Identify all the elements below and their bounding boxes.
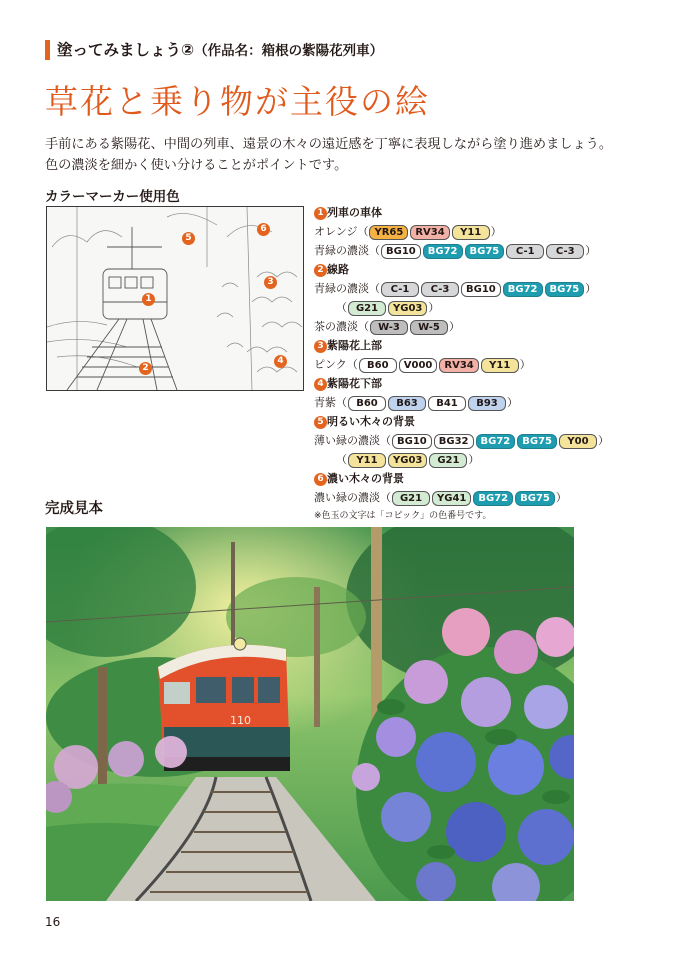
color-row: 薄い緑の濃淡（ BG10 BG32 BG72 BG75 Y00 ） [314,434,609,447]
line-art-sketch [46,206,304,391]
group-title-text: 列車の車体 [327,206,382,219]
color-chip: C-3 [546,244,584,259]
color-row-label: オレンジ [314,225,358,238]
color-chip: YG41 [432,491,471,506]
color-group-title [314,469,684,488]
color-chip: B41 [428,396,466,411]
color-row-label: 青緑の濃淡 [314,244,369,257]
finished-sample-label: 完成見本 [45,501,103,517]
color-chip: C-1 [506,244,544,259]
color-chip: C-1 [381,282,419,297]
color-chip: BG75 [545,282,585,297]
color-chip: BG10 [461,282,501,297]
group-title-text: 濃い木々の背景 [327,472,404,485]
sketch-marker-5: 5 [182,232,195,245]
color-row-label: 青紫 [314,396,336,409]
color-row: ピンク（ B60 V000 RV34 Y11 ） [314,358,531,371]
color-chip: BG72 [503,282,543,297]
color-chip: YG03 [388,301,427,316]
color-row: 茶の濃淡（ W-3 W-5 ） [314,320,460,333]
group-number: 5 [314,416,327,429]
color-row: 青紫（ B60 B63 B41 B93 ） [314,396,518,409]
group-title-text: 明るい木々の背景 [327,415,415,428]
color-chip: BG75 [465,244,505,259]
color-chip: BG72 [473,491,513,506]
color-chip: G21 [429,453,467,468]
color-chip: V000 [399,358,438,373]
group-title-text: 紫陽花上部 [327,339,382,352]
color-chip: B63 [388,396,426,411]
color-row: 青緑の濃淡（ C-1 C-3 BG10 BG72 BG75 ） [314,282,597,295]
color-chip: RV34 [439,358,478,373]
color-chip: Y00 [559,434,597,449]
section-subtitle: （作品名：箱根の紫陽花列車） [194,43,384,59]
color-marker-label: カラーマーカー使用色 [45,189,180,205]
color-note: ※色玉の文字は「コピック」の色番号です。 [314,511,492,521]
group-title-text: 紫陽花下部 [327,377,382,390]
train-number: 110 [230,714,251,727]
color-chip: BG10 [381,244,421,259]
finished-painting [46,527,574,901]
color-chip: G21 [392,491,430,506]
sketch-marker-4: 4 [274,355,287,368]
group-number: 3 [314,340,327,353]
color-row-label: 茶の濃淡 [314,320,358,333]
color-row: オレンジ（ YR65 RV34 Y11 ） [314,225,502,238]
group-number: 2 [314,264,327,277]
sketch-marker-3: 3 [264,276,277,289]
color-chip: BG75 [517,434,557,449]
color-chip: W-5 [410,320,448,335]
color-row-label: ピンク [314,358,347,371]
lead-text [45,134,665,176]
color-row-label: 薄い緑の濃淡 [314,434,380,447]
color-group-title [314,260,684,279]
color-row: （ G21 YG03 ） [336,301,440,314]
color-row-label: 濃い緑の濃淡 [314,491,380,504]
color-chip: B60 [359,358,397,373]
section-accent-bar [45,40,50,60]
color-group-title [314,203,684,222]
group-title-text: 線路 [327,263,349,276]
color-chip: Y11 [348,453,386,468]
group-number: 1 [314,207,327,220]
color-chip: YG03 [388,453,427,468]
color-chip: BG72 [423,244,463,259]
sketch-marker-1: 1 [142,293,155,306]
section-title-main: 塗ってみましょう② [57,41,195,59]
lead-line: 手前にある紫陽花、中間の列車、遠景の木々の遠近感を丁寧に表現しながら塗り進めましょう。 [45,137,613,152]
color-chip: YR65 [369,225,408,240]
color-group-title [314,336,684,355]
color-row: （ Y11 YG03 G21 ） [336,453,480,466]
color-row-label: 青緑の濃淡 [314,282,369,295]
color-row: 青緑の濃淡（ BG10 BG72 BG75 C-1 C-3 ） [314,244,597,257]
painting-image [46,527,574,901]
page-number: 16 [45,915,61,929]
sketch-marker-2: 2 [139,362,152,375]
color-list [314,203,684,526]
color-group-title [314,374,684,393]
color-row: 濃い緑の濃淡（ G21 YG41 BG72 BG75 ） [314,491,567,504]
page-title: 草花と乗り物が主役の絵 [45,82,430,121]
color-chip: BG10 [392,434,432,449]
color-chip: B60 [348,396,386,411]
color-chip: Y11 [481,358,519,373]
color-chip: G21 [348,301,386,316]
color-chip: W-3 [370,320,408,335]
color-chip: BG75 [515,491,555,506]
group-number: 4 [314,378,327,391]
color-chip: Y11 [452,225,490,240]
color-group-title [314,412,684,431]
section-title [57,40,383,61]
sketch-marker-6: 6 [257,223,270,236]
color-chip: B93 [468,396,506,411]
color-chip: BG72 [476,434,516,449]
lead-line: 色の濃淡を細かく使い分けることがポイントです。 [45,158,348,173]
color-chip: C-3 [421,282,459,297]
group-number: 6 [314,473,327,486]
color-chip: RV34 [410,225,449,240]
color-chip: BG32 [434,434,474,449]
